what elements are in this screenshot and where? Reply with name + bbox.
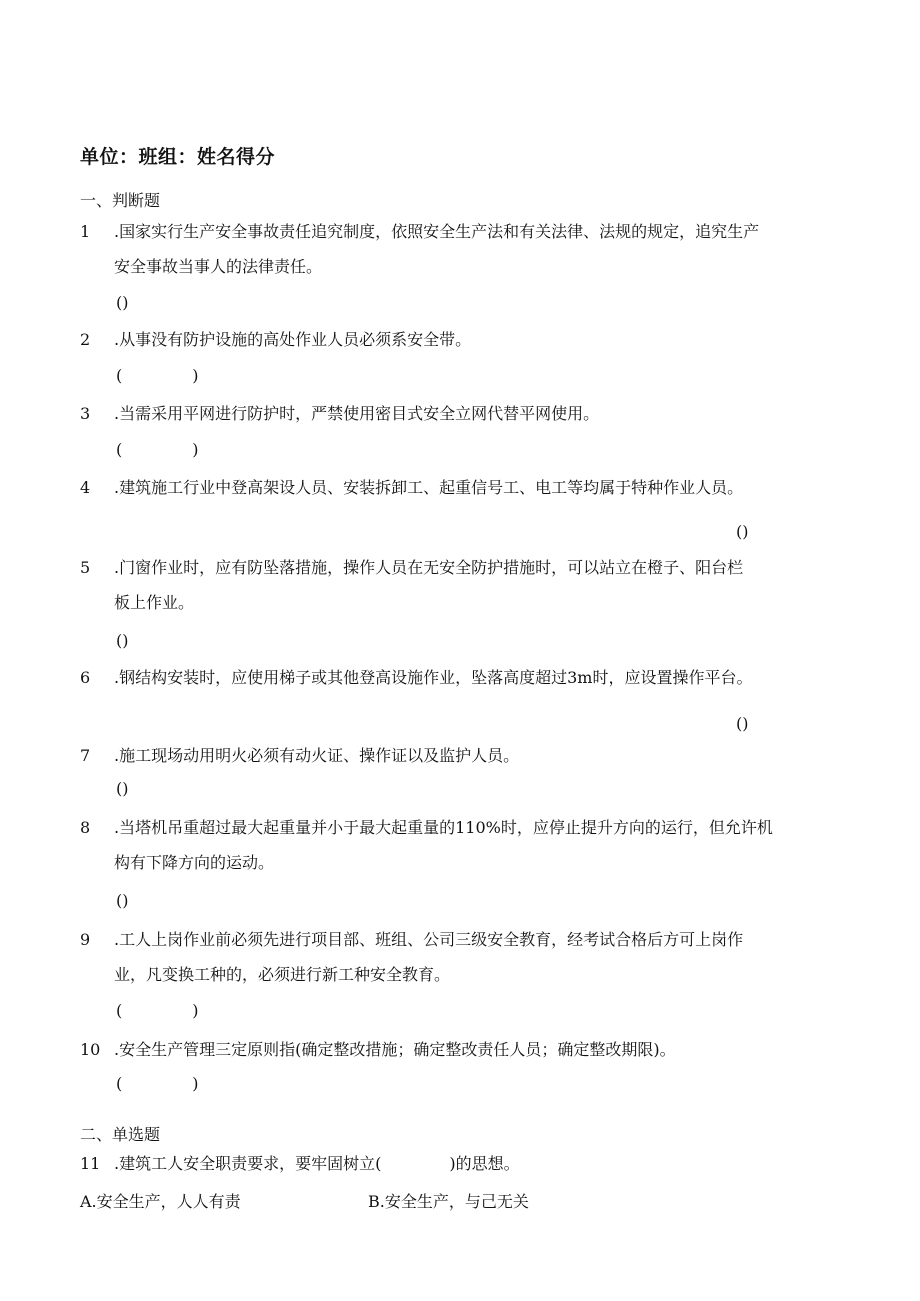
question-4 <box>80 470 850 505</box>
question-6 <box>80 660 850 695</box>
question-text-cont: 构有下降方向的运动。 <box>114 853 275 872</box>
answer-blank-7[interactable]: () <box>116 779 129 798</box>
paren-close: ) <box>192 440 199 459</box>
question-text: .国家实行生产安全事故责任追究制度，依照安全生产法和有关法律、法规的规定，追究生产 <box>114 222 760 241</box>
question-text: .门窗作业时，应有防坠落措施，操作人员在无安全防护措施时，可以站立在橙子、阳台栏 <box>114 558 744 577</box>
paren-open: ( <box>116 1074 123 1093</box>
question-text-cont: 安全事故当事人的法律责任。 <box>114 257 323 276</box>
answer-blank-3[interactable] <box>116 440 199 459</box>
question-number: 3 <box>80 404 91 423</box>
answer-blank-8[interactable]: () <box>116 891 129 910</box>
paren-close: ) <box>192 1074 199 1093</box>
question-text: .施工现场动用明火必须有动火证、操作证以及监护人员。 <box>114 746 520 765</box>
question-text: .当塔机吊重超过最大起重量并小于最大起重量的110%时，应停止提升方向的运行，但允许机 <box>114 818 773 837</box>
question-number: 5 <box>80 558 91 577</box>
header-fields: 单位：班组：姓名得分 <box>80 146 276 168</box>
paren-open: ( <box>116 366 123 385</box>
question-text: .从事没有防护设施的高处作业人员必须系安全带。 <box>114 330 472 349</box>
question-8 <box>80 810 850 880</box>
answer-blank-2[interactable] <box>116 366 199 385</box>
section-title-single-choice: 二、单选题 <box>80 1125 161 1144</box>
option-b[interactable]: B.安全生产，与己无关 <box>368 1192 529 1211</box>
option-a[interactable]: A.安全生产，人人有责 <box>80 1192 241 1211</box>
question-1 <box>80 214 850 284</box>
question-text: .建筑工人安全职责要求，要牢固树立( <box>114 1154 382 1173</box>
question-number: 9 <box>80 930 91 949</box>
answer-blank-10[interactable] <box>116 1074 199 1093</box>
question-11 <box>80 1146 850 1181</box>
question-text-cont: 业，凡变换工种的，必须进行新工种安全教育。 <box>114 965 451 984</box>
paren-close: ) <box>192 1001 199 1020</box>
question-number: 4 <box>80 478 91 497</box>
paren-open: ( <box>116 1001 123 1020</box>
answer-blank-1[interactable]: () <box>116 293 129 312</box>
answer-blank-5[interactable]: () <box>116 631 129 650</box>
answer-blank-6[interactable]: () <box>736 714 749 733</box>
question-number: 11 <box>80 1154 101 1173</box>
question-text: .当需采用平网进行防护时，严禁使用密目式安全立网代替平网使用。 <box>114 404 600 423</box>
question-text: .建筑施工行业中登高架设人员、安装拆卸工、起重信号工、电工等均属于特种作业人员。 <box>114 478 744 497</box>
question-text-cont: 板上作业。 <box>114 593 195 612</box>
question-text: .安全生产管理三定原则指(确定整改措施；确定整改责任人员；确定整改期限)。 <box>114 1040 676 1059</box>
paren-open: ( <box>116 440 123 459</box>
question-number: 7 <box>80 746 91 765</box>
question-10 <box>80 1032 850 1067</box>
paren-close: ) <box>192 366 199 385</box>
question-text-end: )的思想。 <box>449 1154 520 1173</box>
section-title-true-false: 一、判断题 <box>80 191 161 210</box>
question-number: 1 <box>80 222 91 241</box>
question-number: 6 <box>80 668 91 687</box>
question-text: .工人上岗作业前必须先进行项目部、班组、公司三级安全教育，经考试合格后方可上岗作 <box>114 930 744 949</box>
question-number: 8 <box>80 818 91 837</box>
question-2 <box>80 322 850 357</box>
question-5 <box>80 550 850 620</box>
question-number: 2 <box>80 330 91 349</box>
answer-blank-9[interactable] <box>116 1001 199 1020</box>
answer-blank-4[interactable]: () <box>736 522 749 541</box>
question-9 <box>80 922 850 992</box>
question-number: 10 <box>80 1040 101 1059</box>
question-text: .钢结构安装时，应使用梯子或其他登高设施作业，坠落高度超过3m时，应设置操作平台。 <box>114 668 753 687</box>
question-7 <box>80 738 850 773</box>
question-3 <box>80 396 850 431</box>
